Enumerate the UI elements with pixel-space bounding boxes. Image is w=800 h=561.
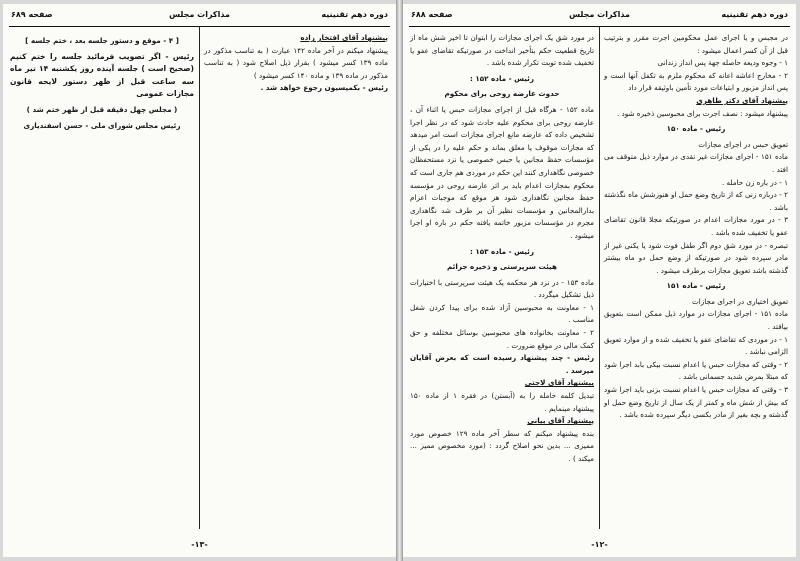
header-session: دوره دهم تقنينيه xyxy=(321,10,388,19)
centered-heading: [ ۴ - موقع و دستور جلسه بعد ، ختم جلسه ] xyxy=(25,36,179,45)
paragraph: ماده ۱۵۱ - اجرای مجازات در موارد ذیل ممکن است بتعویق بیافتد . xyxy=(604,309,789,332)
paragraph: تبدیل کلمه حامله را به (آبستن) در فقره ۱ از ماده ۱۵۰ پیشنهاد مینمایم . xyxy=(410,391,594,413)
paragraph: ۲ - معاونت بخانواده های محبوسین بوسائل مختلفه و حق کمک مالی در موقع ضرورت . xyxy=(410,328,594,350)
page-header xyxy=(11,10,388,26)
centered-heading: هیئت سرپرستی و ذخیره جرائم xyxy=(447,262,557,272)
paragraph: رئیس - اگر تصویب فرمائید جلسه را ختم کنیم (صحیح است ) جلسه آینده روز یکشنبه ۱۴ تیر ماه سه ساعت قبل از ظهر دستور لایحه قانون مجازات عمومی xyxy=(10,51,195,99)
centered-heading: رئیس - ماده ۱۵۱ xyxy=(666,281,726,291)
book-gutter xyxy=(396,0,403,561)
paragraph: بنده پیشنهاد میکنم که سطر آخر ماده ۱۲۹ خصوص مورد ممیزی ... بدین نحو اصلاح گردد : (مورد مخصوص ممیز ... میکند ) . xyxy=(410,428,594,463)
header-title: مذاکرات مجلس xyxy=(569,10,630,19)
column-divider xyxy=(199,27,200,529)
centered-heading: رئیس مجلس شورای ملی - حسن اسفندیاری xyxy=(23,120,181,130)
paragraph: تعویق حبس در اجرای مجازات xyxy=(698,139,788,149)
section-heading: پیشنهاد آقای دکتر طاهری xyxy=(696,95,788,105)
section-heading: پیشنهاد آقای افتخار زاده xyxy=(300,33,388,42)
paragraph: ۱ - در موردی که تقاضای عفو یا تخفیف شده و از موارد تعویق الزامی نباشد . xyxy=(604,334,788,357)
paragraph: رئیس - بکمیسیون رجوع خواهد شد . xyxy=(260,83,388,93)
paragraph: رئیس - چند پیشنهاد رسیده است که بعرض آقایان میرسد . xyxy=(410,353,594,375)
section-heading: پیشنهاد آقای لاجتی xyxy=(524,378,594,388)
left-column xyxy=(410,32,594,466)
left-column xyxy=(10,32,194,135)
page-688 xyxy=(403,4,796,557)
paragraph: ۳ - در مورد مجازات اعدام در صورتیکه مجلا قانون تقاضای عفو یا تخفیف شده باشد . xyxy=(604,215,788,237)
paragraph: ماده ۱۵۲ - هرگاه قبل از اجرای مجازات حبس یا اثناء آن ، عارضه روحی برای محکوم علیه حادث شود که در نظر اجرا تشخیص داده که عارضه مانع اجرای مجازات است امر میدهد که مجازات موقوف یا معلق بماند و حکم علیه را در یکی از مؤسسات حفظ مجانین یا حبس خصوصی یا نزد مستحفظان خصوصی نگاهداری کنند این حکم در موردی هم جاری است که محکوم بمجازات اعدام باید بر اثر عارضه روحی در مؤسسه حفظ مجانین نگاهداری شود هر موقع که موجبات اعزام بدارالمجانین و مؤسسات نظیر آن بر طرف شد نگاهداری مجرم در مؤسسات مزبور خاتمه یافته حکم در باره او اجرا میشود . xyxy=(410,104,594,240)
paragraph: در مورد شق یک اجرای مجازات را ابتوان تا اخیر شش ماه از تاریخ قطعیت حکم بتأخیر انداخت در صورتیکه تقاضای عفو یا تخفیف شده توبت تکرار شده باشد . xyxy=(410,33,594,68)
centered-heading: حدوث عارضه روحی برای محکوم xyxy=(444,89,560,99)
page-folio: -۱۲- xyxy=(591,540,608,549)
right-column xyxy=(604,32,788,422)
header-session: دوره دهم تقنينيه xyxy=(721,10,788,19)
paragraph: ۲ - درباره زنی که از تاریخ وضع حمل او هنوزشش ماه نگذشته باشد . xyxy=(604,190,788,212)
paragraph: پیشنهاد میکنم در آخر ماده ۱۴۲ عبارت ( به تناسب مذکور در ماده ۱۳۹ کسر میشود ) بقرار ذیل اصلاح شود ( به تناسب مذکور در ماده ۱۳۹ و ماده ۱۴۰ کسر میشود ) xyxy=(204,45,388,80)
paragraph: تبصره - در مورد شق دوم اگر طفل فوت شود یا یکنی غیر از مادر سپرده شود در صورتیکه از وضع حمل دو ماه بیشتر گذشته باشد تعویق مجازات برطرف میشود . xyxy=(604,240,788,275)
paragraph: تعویق اختیاری در اجرای مجازات xyxy=(692,296,788,306)
column-divider xyxy=(599,27,600,529)
centered-heading: رئیس - ماده ۱۵۰ xyxy=(666,124,726,134)
paragraph: ۱ - معاونت به محبوسین آزاد شده برای پیدا کردن شغل مناسب . xyxy=(410,302,594,325)
page-689 xyxy=(3,4,396,557)
paragraph: ۲ - مخارج اعاشه اعانه که محکوم ملزم به تکفل آنها است و پس انداز مزبور و ابتیاعات مورد تأمین باوثیقه قرار داد xyxy=(604,70,788,93)
header-page-number: صفحه ۶۸۹ xyxy=(11,10,53,19)
header-page-number: صفحه ۶۸۸ xyxy=(411,10,453,19)
centered-heading: ( مجلس چهل دقیقه قبل از ظهر ختم شد ) xyxy=(26,104,178,114)
paragraph: ۱ - در باره زن حامله . xyxy=(721,177,788,187)
section-heading: پیشنهاد آقای بیانی xyxy=(527,416,594,426)
centered-heading: رئیس - ماده ۱۵۳ : xyxy=(469,246,535,256)
page-folio: -۱۳- xyxy=(191,540,208,549)
paragraph: پیشنهاد میشود : نصف اجرت برای محبوسین ذخیره شود . xyxy=(616,108,788,118)
right-column xyxy=(204,32,388,95)
paragraph: ماده ۱۵۱ - اجرای مجازات غیر نقدی در موارد ذیل متوقف می افتد . xyxy=(604,152,789,174)
header-title: مذاکرات مجلس xyxy=(169,10,230,19)
paragraph: ماده ۱۵۳ - در نزد هر محکمه یک هیئت سرپرستی با اختیارات ذیل تشکیل میگردد . xyxy=(410,277,594,300)
paragraph: ۲ - وقتی که مجازات حبس یا اعدام نسبت بیکی بابد اجرا شود که مبتلا بمرض شدید جسمانی باشد . xyxy=(604,359,788,382)
page-header xyxy=(411,10,788,26)
paragraph: در مجبس و یا اجرای عمل محکومین اجرت مقرر و بترتیب قبل از آن کسر اعمال میشود : xyxy=(604,33,788,55)
paragraph: ۱ - وجوه ودیعه حاصله جهة پس انداز زندانی xyxy=(657,58,788,68)
paragraph: ۳ - وقتی که مجازات حبس یا اعدام نسبت بزنی باید اجرا شود که بیش از شش ماه و کمتر از یک سال از تاریخ وضع حمل او گذشته و بچه بغیر از مادر بکسی دیگر سپرده شده باشد . xyxy=(604,385,788,420)
centered-heading: رئیس - ماده ۱۵۲ : xyxy=(469,73,535,83)
